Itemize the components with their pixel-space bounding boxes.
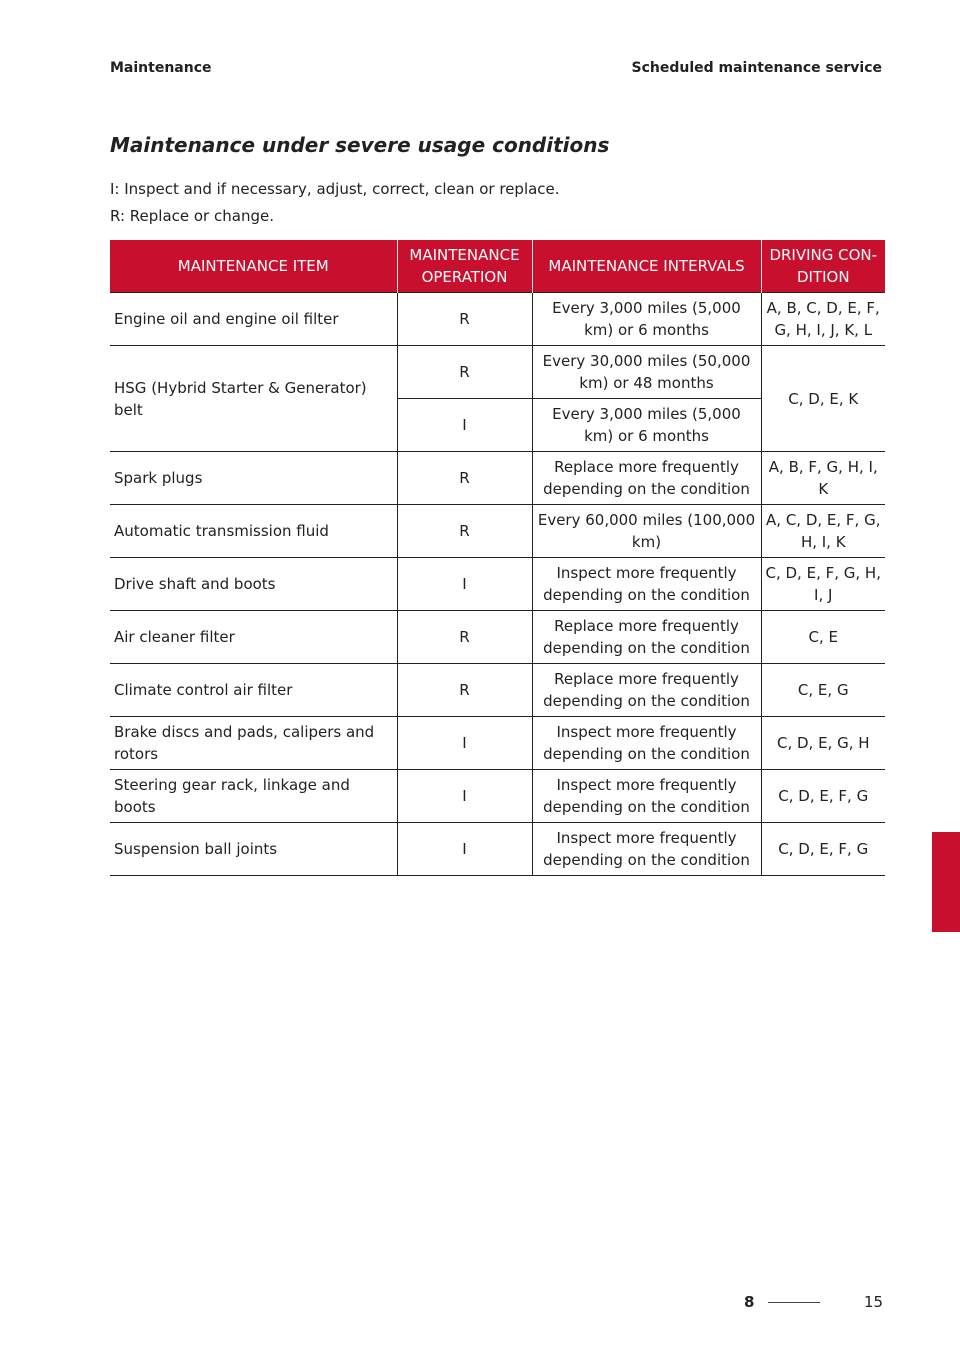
side-tab-chapter-number: 8 [941, 910, 954, 931]
cell-operation: R [397, 611, 532, 664]
legend-replace: R: Replace or change. [110, 207, 274, 225]
cell-interval: Every 30,000 miles (50,000 km) or 48 months [532, 346, 761, 399]
cell-interval: Replace more frequently depending on the condition [532, 664, 761, 717]
cell-item: Brake discs and pads, calipers and rotors [110, 717, 397, 770]
cell-interval: Replace more frequently depending on the condition [532, 611, 761, 664]
cell-condition: A, C, D, E, F, G, H, I, K [761, 505, 885, 558]
cell-condition: C, E, G [761, 664, 885, 717]
cell-operation: R [397, 293, 532, 346]
cell-interval: Inspect more frequently depending on the condition [532, 823, 761, 876]
cell-condition: C, D, E, G, H [761, 717, 885, 770]
cell-interval: Every 3,000 miles (5,000 km) or 6 months [532, 399, 761, 452]
table-row [110, 611, 885, 664]
table-row [110, 293, 885, 346]
maintenance-table [110, 240, 885, 876]
table-row [110, 664, 885, 717]
cell-interval: Every 60,000 miles (100,000 km) [532, 505, 761, 558]
cell-item: Air cleaner filter [110, 611, 397, 664]
cell-item: Suspension ball joints [110, 823, 397, 876]
cell-item: Steering gear rack, linkage and boots [110, 770, 397, 823]
running-header-section: Maintenance [110, 60, 212, 76]
section-title: Maintenance under severe usage conditions [110, 133, 610, 157]
cell-condition: A, B, C, D, E, F, G, H, I, J, K, L [761, 293, 885, 346]
cell-interval: Inspect more frequently depending on the condition [532, 717, 761, 770]
cell-operation: I [397, 717, 532, 770]
cell-interval: Inspect more frequently depending on the condition [532, 558, 761, 611]
cell-item: Automatic transmission fluid [110, 505, 397, 558]
cell-condition: C, D, E, F, G, H, I, J [761, 558, 885, 611]
footer-page-number: 15 [864, 1293, 884, 1311]
cell-item: Spark plugs [110, 452, 397, 505]
cell-operation: R [397, 346, 532, 399]
cell-operation: R [397, 452, 532, 505]
header-driving-condition: DRIVING CON-DITION [761, 240, 885, 293]
table-header-row [110, 240, 885, 293]
cell-operation: I [397, 823, 532, 876]
table-row [110, 346, 885, 399]
cell-interval: Replace more frequently depending on the condition [532, 452, 761, 505]
table-row [110, 558, 885, 611]
cell-interval: Inspect more frequently depending on the condition [532, 770, 761, 823]
cell-condition: C, E [761, 611, 885, 664]
cell-item: Drive shaft and boots [110, 558, 397, 611]
cell-condition: C, D, E, K [761, 346, 885, 452]
legend-inspect: I: Inspect and if necessary, adjust, correct, clean or replace. [110, 180, 560, 198]
cell-operation: I [397, 770, 532, 823]
cell-item: Engine oil and engine oil filter [110, 293, 397, 346]
cell-operation: R [397, 664, 532, 717]
footer-chapter-number: 8 [744, 1293, 755, 1311]
table-row [110, 505, 885, 558]
cell-item: Climate control air filter [110, 664, 397, 717]
cell-interval: Every 3,000 miles (5,000 km) or 6 months [532, 293, 761, 346]
cell-condition: C, D, E, F, G [761, 823, 885, 876]
table-row [110, 823, 885, 876]
cell-operation: I [397, 558, 532, 611]
cell-condition: C, D, E, F, G [761, 770, 885, 823]
running-header-topic: Scheduled maintenance service [631, 60, 882, 76]
table-row [110, 452, 885, 505]
table-row [110, 717, 885, 770]
cell-operation: R [397, 505, 532, 558]
table-row [110, 770, 885, 823]
cell-condition: A, B, F, G, H, I, K [761, 452, 885, 505]
cell-item: HSG (Hybrid Starter & Generator) belt [110, 346, 397, 452]
cell-operation: I [397, 399, 532, 452]
footer-divider [768, 1302, 820, 1303]
header-maintenance-intervals: MAINTENANCE INTERVALS [532, 240, 761, 293]
header-maintenance-operation: MAINTENANCE OPERATION [397, 240, 532, 293]
header-maintenance-item: MAINTENANCE ITEM [110, 240, 397, 293]
